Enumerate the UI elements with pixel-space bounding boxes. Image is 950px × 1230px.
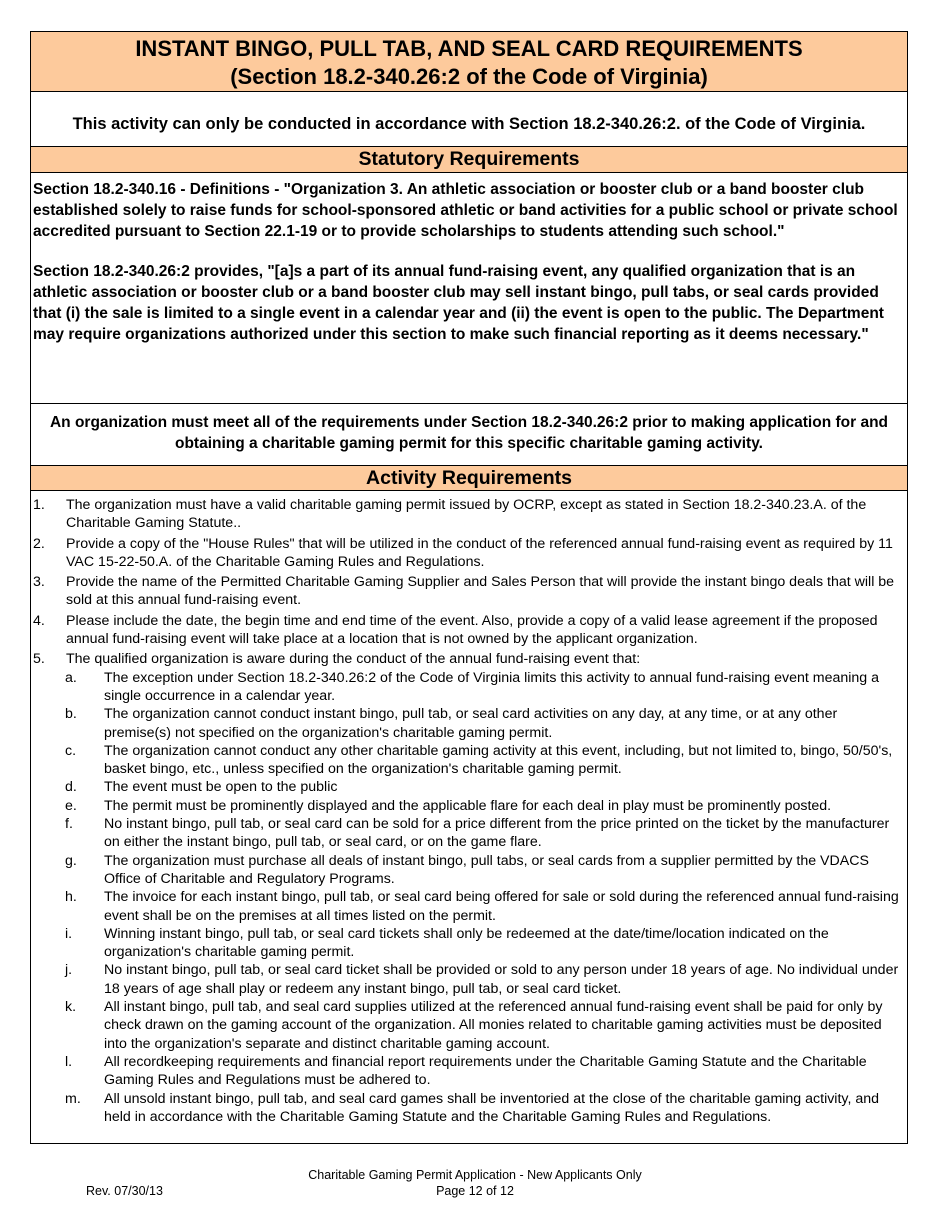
must-meet-notice: An organization must meet all of the requirements under Section 18.2-340.26:2 prior to making application for and obtaining a charitable gaming permit for this specific charitable gaming activity.	[49, 414, 889, 452]
page-title	[31, 32, 907, 92]
list-item: 1. The organization must have a valid charitable gaming permit issued by OCRP, except as stated in Section 18.2-340.23.A. of the Charitable Gaming Statute..	[33, 497, 867, 532]
title-line-1: INSTANT BINGO, PULL TAB, AND SEAL CARD REQUIREMENTS	[135, 36, 803, 61]
statutory-section	[31, 173, 907, 404]
sub-list-item: b. The organization cannot conduct instant bingo, pull tab, or seal card activities on any day, at any time, or at any other premise(s) not specified on the organization's charitable gaming permit.	[65, 706, 838, 741]
list-item: 4. Please include the date, the begin time and end time of the event. Also, provide a copy of a valid lease agreement if the proposed annual fund-raising event will take place at a location that is not owned by the applicant organization.	[33, 612, 878, 648]
sub-list-item: m. All unsold instant bingo, pull tab, and seal card games shall be inventoried at the close of the charitable gaming activity, and held in accordance with the Charitable Gaming Statute and the Charitable Gaming Rules and Regulations.	[65, 1090, 879, 1125]
sub-list-item: j. No instant bingo, pull tab, or seal card ticket shall be provided or sold to any person under 18 years of age. No individual under 18 years of age shall play or redeem any instant bingo, pull tab, or seal card ticket.	[65, 962, 899, 997]
sub-list-item: i. Winning instant bingo, pull tab, or seal card tickets shall only be redeemed at the date/time/location indicated on the organization's charitable gaming permit.	[65, 925, 829, 961]
code-notice: This activity can only be conducted in accordance with Section 18.2-340.26:2. of the Code of Virginia.	[31, 92, 907, 147]
sub-list-item: f. No instant bingo, pull tab, or seal card can be sold for a price different from the price printed on the ticket by the manufacturer on either the instant bingo, pull tab, or seal card, or on the game flare.	[65, 816, 890, 851]
sub-list-item: g. The organization must purchase all deals of instant bingo, pull tabs, or seal cards from a supplier permitted by the VDACS Office of Charitable and Regulatory Programs.	[65, 852, 869, 887]
sub-list-item: k. All instant bingo, pull tab, and seal card supplies utilized at the referenced annual fund-raising event shall be paid for only by check drawn on the gaming account of the organization. All monies related to charitable gaming activities must be deposited into the organization's separate and distinct charitable gaming account.	[65, 999, 883, 1052]
sub-list-item: l. All recordkeeping requirements and financial report requirements under the Charitable Gaming Statute and the Charitable Gaming Rules and Regulations must be adhered to.	[65, 1053, 867, 1089]
list-item: 5. The qualified organization is aware during the conduct of the annual fund-raising event that:	[33, 651, 641, 668]
sub-list-item: d. The event must be open to the public	[65, 779, 338, 796]
title-line-2: (Section 18.2-340.26:2 of the Code of Virginia)	[230, 64, 708, 89]
revision-date: Rev. 07/30/13	[86, 1184, 163, 1198]
sub-list-item: h. The invoice for each instant bingo, pull tab, or seal card being offered for sale or sold during the referenced annual fund-raising event shall be on the premises at all times listed on the permit.	[65, 889, 899, 924]
sub-list-item: a. The exception under Section 18.2-340.26:2 of the Code of Virginia limits this activity to annual fund-raising event meaning a single occurrence in a calendar year.	[65, 669, 879, 704]
list-item: 3. Provide the name of the Permitted Charitable Gaming Supplier and Sales Person that will provide the instant bingo deals that will be sold at this annual fund-raising event.	[33, 574, 895, 609]
form-name: Charitable Gaming Permit Application - New Applicants Only	[308, 1168, 642, 1182]
sub-list-item: c. The organization cannot conduct any other charitable gaming activity at this event, including, but not limited to, bingo, 50/50's, basket bingo, etc., unless specified on the organization's charitable gaming permit.	[65, 742, 893, 778]
requirements-form	[30, 31, 908, 1144]
activity-heading: Activity Requirements	[31, 465, 907, 491]
sub-list-item: e. The permit must be prominently displayed and the applicable flare for each deal in play must be prominently posted.	[65, 797, 832, 814]
list-item: 2. Provide a copy of the "House Rules" that will be utilized in the conduct of the referenced annual fund-raising event as required by 11 VAC 15-22-50.A. of the Charitable Gaming Rules and Regulations.	[33, 535, 893, 570]
page-number: Page 12 of 12	[436, 1184, 514, 1198]
statutory-heading: Statutory Requirements	[31, 147, 907, 173]
statutory-paragraph: Section 18.2-340.26:2 provides, "[a]s a part of its annual fund-raising event, any qualified organization that is an athletic association or booster club or a band booster club may sell instant bingo, pull tabs, or seal cards provided that (i) the sale is limited to a single event in a calendar year and (ii) the event is open to the public. The Department may require organizations authorized under this section to make such financial reporting as it deems necessary."	[33, 263, 884, 343]
statutory-paragraph: Section 18.2-340.16 - Definitions - "Organization 3. An athletic association or booster club or a band booster club established solely to raise funds for school-sponsored athletic or band activities for a public school or private school accredited pursuant to Section 22.1-19 or to provide scholarships to students attending such school."	[33, 181, 898, 240]
activity-requirements-list	[31, 491, 907, 1126]
